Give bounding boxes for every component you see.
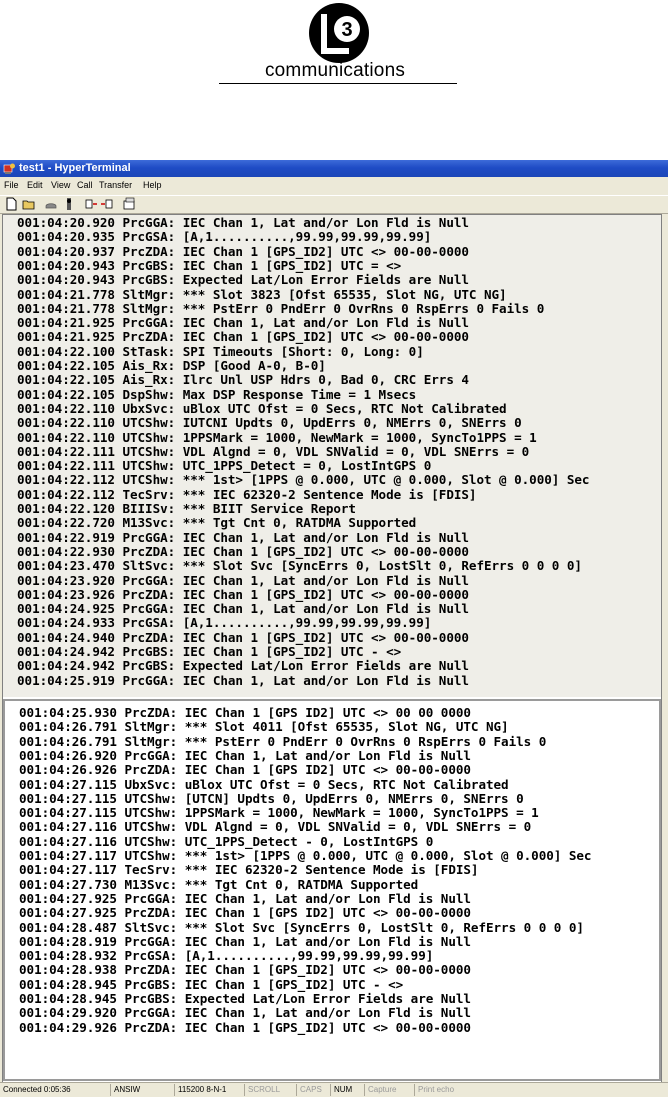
- title-bar[interactable]: [0, 160, 668, 177]
- terminal-line: 001:04:27.117 UTCShw: *** 1st> [1PPS @ 0.000, UTC @ 0.000, Slot @ 0.000] Sec: [19, 848, 592, 863]
- terminal-line: 001:04:25.919 PrcGGA: IEC Chan 1, Lat and/or Lon Fld is Null: [17, 672, 469, 688]
- status-capture: Capture: [364, 1084, 396, 1096]
- menu-help[interactable]: Help: [143, 180, 162, 190]
- menu-file[interactable]: File: [4, 180, 19, 190]
- terminal-line: 001:04:22.120 BIIISv: *** BIIT Service Report: [17, 501, 356, 516]
- terminal-line: 001:04:26.926 PrcZDA: IEC Chan 1 [GPS ID2] UTC <> 00-00-0000: [19, 762, 471, 778]
- status-connected: Connected 0:05:36: [3, 1085, 71, 1094]
- terminal-line: 001:04:24.942 PrcGBS: Expected Lat/Lon Error Fields are Null: [17, 658, 469, 674]
- terminal-line: 001:04:21.778 SltMgr: *** Slot 3823 [Ofst 65535, Slot NG, UTC NG]: [17, 286, 507, 302]
- terminal-line: 001:04:27.925 PrcZDA: IEC Chan 1 [GPS ID2] UTC <> 00-00-0000: [19, 905, 471, 921]
- terminal-upper-pane[interactable]: [3, 215, 661, 697]
- status-settings: 115200 8-N-1: [174, 1084, 226, 1096]
- logo-mark-text: 3: [341, 19, 353, 41]
- status-print-echo: Print echo: [414, 1084, 454, 1096]
- logo-underline: [219, 83, 457, 84]
- terminal-line: 001:04:27.116 UTCShw: UTC_1PPS_Detect - 0, LostIntGPS 0: [19, 833, 434, 849]
- terminal-line: 001:04:22.720 M13Svc: *** Tgt Cnt 0, RATDMA Supported: [17, 515, 417, 531]
- new-document-icon[interactable]: [4, 197, 18, 211]
- terminal-line: 001:04:22.112 TecSrv: *** IEC 62320-2 Sentence Mode is [FDIS]: [17, 486, 477, 502]
- terminal-line: 001:04:20.920 PrcGGA: IEC Chan 1, Lat and/or Lon Fld is Null: [17, 215, 469, 230]
- terminal-line: 001:04:24.940 PrcZDA: IEC Chan 1 [GPS_ID2] UTC <> 00-00-0000: [17, 629, 469, 645]
- terminal-line: 001:04:22.930 PrcZDA: IEC Chan 1 [GPS_ID2] UTC <> 00-00-0000: [17, 543, 469, 559]
- terminal-line: 001:04:20.937 PrcZDA: IEC Chan 1 [GPS_ID2] UTC <> 00-00-0000: [17, 243, 469, 259]
- terminal-line: 001:04:27.116 UTCShw: VDL Algnd = 0, VDL SNValid = 0, VDL SNErrs = 0: [19, 819, 532, 835]
- terminal-line: 001:04:27.115 UbxSvc: uBlox UTC Ofst = 0 Secs, RTC Not Calibrated: [19, 776, 509, 792]
- terminal-line: 001:04:26.920 PrcGGA: IEC Chan 1, Lat and/or Lon Fld is Null: [19, 747, 471, 763]
- terminal-line: 001:04:23.926 PrcZDA: IEC Chan 1 [GPS_ID2] UTC <> 00-00-0000: [17, 586, 469, 602]
- status-caps: CAPS: [296, 1084, 322, 1096]
- terminal-line: 001:04:23.920 PrcGGA: IEC Chan 1, Lat and/or Lon Fld is Null: [17, 572, 469, 588]
- terminal-line: 001:04:28.487 SltSvc: *** Slot Svc [SyncErrs 0, LostSlt 0, RefErrs 0 0 0 0]: [19, 919, 584, 935]
- disconnect-icon[interactable]: [62, 197, 76, 211]
- terminal-line: 001:04:27.117 TecSrv: *** IEC 62320-2 Sentence Mode is [FDIS]: [19, 862, 479, 878]
- terminal-line: 001:04:28.932 PrcGSA: [A,1..........,99.99,99.99,99.99]: [19, 948, 434, 964]
- terminal-line: 001:04:29.926 PrcZDA: IEC Chan 1 [GPS_ID2] UTC <> 00-00-0000: [19, 1019, 471, 1035]
- terminal-line: 001:04:22.112 UTCShw: *** 1st> [1PPS @ 0.000, UTC @ 0.000, Slot @ 0.000] Sec: [17, 472, 590, 488]
- hyperterminal-app-icon[interactable]: [3, 162, 16, 175]
- properties-icon[interactable]: [122, 197, 136, 211]
- terminal-line: 001:04:20.935 PrcGSA: [A,1..........,99.99,99.99,99.99]: [17, 229, 432, 245]
- terminal-line: 001:04:22.919 PrcGGA: IEC Chan 1, Lat and/or Lon Fld is Null: [17, 529, 469, 545]
- terminal-line: 001:04:22.105 DspShw: Max DSP Response Time = 1 Msecs: [17, 386, 417, 402]
- terminal-line: 001:04:27.730 M13Svc: *** Tgt Cnt 0, RATDMA Supported: [19, 876, 419, 892]
- terminal-line: 001:04:26.791 SltMgr: *** Slot 4011 [Ofst 65535, Slot NG, UTC NG]: [19, 719, 509, 735]
- terminal-line: 001:04:20.943 PrcGBS: Expected Lat/Lon Error Fields are Null: [17, 272, 469, 288]
- brand-text: communications: [264, 60, 406, 81]
- dial-icon[interactable]: [44, 197, 58, 211]
- terminal-line: 001:04:21.778 SltMgr: *** PstErr 0 PndErr 0 OvrRns 0 RspErrs 0 Fails 0: [17, 300, 545, 316]
- terminal-line: 001:04:22.110 UTCShw: IUTCNI Updts 0, UpdErrs 0, NMErrs 0, SNErrs 0: [17, 415, 522, 431]
- terminal-line: 001:04:22.111 UTCShw: UTC_1PPS_Detect = 0, LostIntGPS 0: [17, 458, 432, 474]
- terminal-area[interactable]: [2, 214, 662, 1084]
- status-emulation: ANSIW: [110, 1084, 140, 1096]
- terminal-line: 001:04:22.110 UbxSvc: uBlox UTC Ofst = 0 Secs, RTC Not Calibrated: [17, 400, 507, 416]
- terminal-line: 001:04:28.945 PrcGBS: Expected Lat/Lon Error Fields are Null: [19, 991, 471, 1006]
- terminal-lower-pane[interactable]: [3, 699, 661, 1081]
- hyperterminal-window: [0, 160, 668, 1096]
- menu-transfer[interactable]: Transfer: [99, 180, 133, 190]
- menu-call[interactable]: Call: [77, 180, 93, 190]
- l3-logo-icon: [303, 2, 375, 64]
- window-title: test1 - HyperTerminal: [19, 162, 131, 174]
- terminal-line: 001:04:23.470 SltSvc: *** Slot Svc [SyncErrs 0, LostSlt 0, RefErrs 0 0 0 0]: [17, 558, 582, 574]
- terminal-line: 001:04:28.919 PrcGGA: IEC Chan 1, Lat and/or Lon Fld is Null: [19, 933, 471, 949]
- terminal-line: 001:04:22.100 StTask: SPI Timeouts [Short: 0, Long: 0]: [17, 343, 424, 359]
- terminal-line: 001:04:24.933 PrcGSA: [A,1..........,99.99,99.99,99.99]: [17, 615, 432, 631]
- terminal-line: 001:04:27.115 UTCShw: 1PPSMark = 1000, NewMark = 1000, SyncTo1PPS = 1: [19, 805, 539, 821]
- toolbar: [0, 195, 668, 214]
- terminal-line: 001:04:28.938 PrcZDA: IEC Chan 1 [GPS_ID2] UTC <> 00-00-0000: [19, 962, 471, 978]
- terminal-line: 001:04:25.930 PrcZDA: IEC Chan 1 [GPS ID2] UTC <> 00 00 0000: [19, 705, 471, 720]
- terminal-line: 001:04:20.943 PrcGBS: IEC Chan 1 [GPS_ID2] UTC = <>: [17, 257, 402, 273]
- terminal-line: 001:04:21.925 PrcGGA: IEC Chan 1, Lat and/or Lon Fld is Null: [17, 315, 469, 331]
- menu-view[interactable]: View: [51, 180, 71, 190]
- terminal-line: 001:04:22.105 Ais_Rx: DSP [Good A-0, B-0]: [17, 358, 326, 373]
- terminal-line: 001:04:26.791 SltMgr: *** PstErr 0 PndErr 0 OvrRns 0 RspErrs 0 Fails 0: [19, 733, 547, 749]
- terminal-line: 001:04:21.925 PrcZDA: IEC Chan 1 [GPS_ID2] UTC <> 00-00-0000: [17, 329, 469, 345]
- terminal-line: 001:04:24.925 PrcGGA: IEC Chan 1, Lat and/or Lon Fld is Null: [17, 601, 469, 617]
- terminal-line: 001:04:22.110 UTCShw: 1PPSMark = 1000, NewMark = 1000, SyncTo1PPS = 1: [17, 429, 537, 445]
- open-folder-icon[interactable]: [22, 197, 36, 211]
- terminal-line: 001:04:22.111 UTCShw: VDL Algnd = 0, VDL SNValid = 0, VDL SNErrs = 0: [17, 443, 530, 459]
- terminal-line: 001:04:22.105 Ais_Rx: Ilrc Unl USP Hdrs 0, Bad 0, CRC Errs 4: [17, 372, 469, 388]
- receive-icon[interactable]: [100, 197, 114, 211]
- status-scroll: SCROLL: [244, 1084, 280, 1096]
- menu-bar: [0, 177, 668, 194]
- terminal-line: 001:04:28.945 PrcGBS: IEC Chan 1 [GPS_ID2] UTC - <>: [19, 976, 404, 992]
- terminal-line: 001:04:29.920 PrcGGA: IEC Chan 1, Lat and/or Lon Fld is Null: [19, 1005, 471, 1021]
- menu-edit[interactable]: Edit: [27, 180, 43, 190]
- terminal-line: 001:04:27.115 UTCShw: [UTCN] Updts 0, UpdErrs 0, NMErrs 0, SNErrs 0: [19, 790, 524, 806]
- status-bar: [0, 1082, 668, 1097]
- send-icon[interactable]: [84, 197, 98, 211]
- status-num: NUM: [330, 1084, 352, 1096]
- terminal-line: 001:04:24.942 PrcGBS: IEC Chan 1 [GPS_ID2] UTC - <>: [17, 644, 402, 659]
- terminal-line: 001:04:27.925 PrcGGA: IEC Chan 1, Lat and/or Lon Fld is Null: [19, 890, 471, 906]
- l3-logo-header: [0, 0, 668, 160]
